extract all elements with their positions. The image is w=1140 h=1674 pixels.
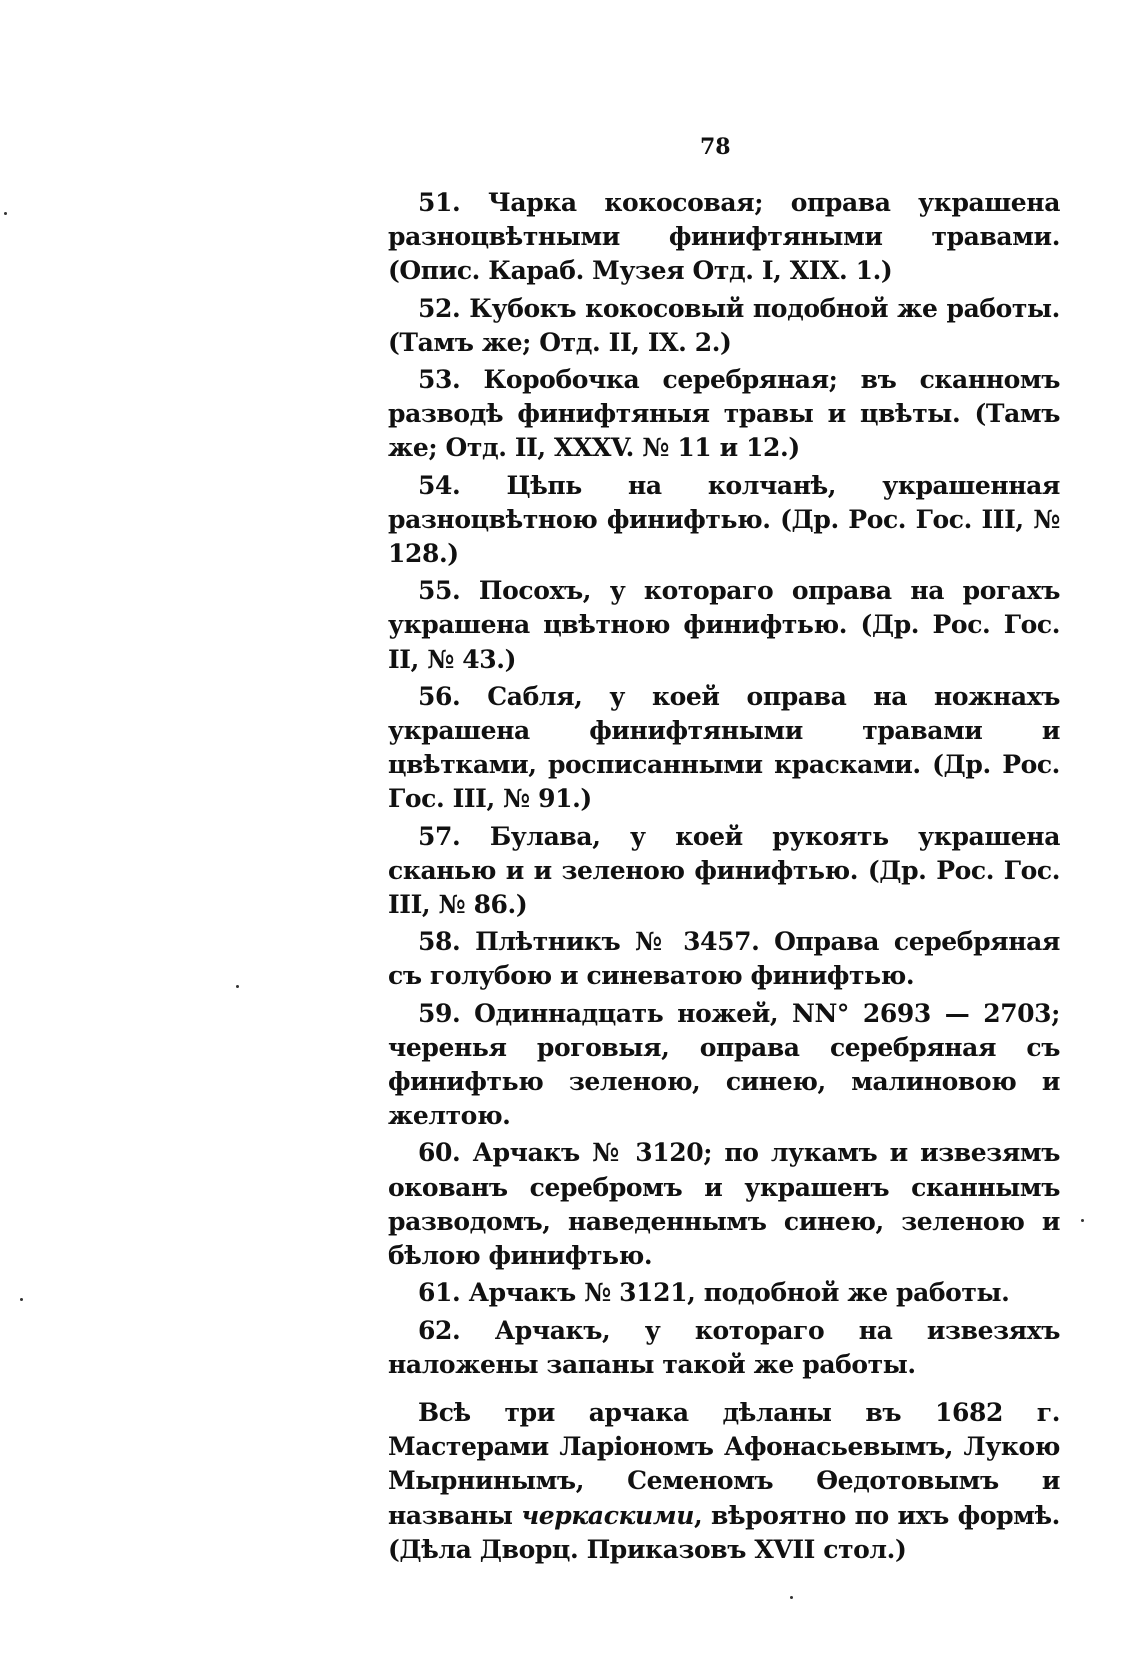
entry-number: 60. [418,1138,461,1168]
entry-60 [388,1136,1060,1273]
entry-number: 53. [418,365,461,395]
entry-text: Чарка кокосовая; оправа украшена разноцвѣтными финифтяными травами. (Опис. Караб. Музея Отд. I, XIX. 1.) [388,188,1060,286]
entry-text: Сабля, у коей оправа на ножнахъ украшена финифтяными травами и цвѣтками, росписанными красками. (Др. Рос. Гос. III, № 91.) [388,681,1060,814]
entry-text: Арчакъ № 3121, подобной же работы. [468,1278,1010,1308]
entry-text: Булава, у коей рукоять украшена сканью и и зеленою финифтью. (Др. Рос. Гос. III, № 86.) [388,821,1060,920]
scan-speck [1081,1219,1084,1222]
entry-number: 62. [418,1315,461,1345]
note-text: Всѣ три арчака дѣланы въ 1682 г. Мастерами Ларіономъ Афонасьевымъ, Лукою Мырнинымъ, Семеномъ Ѳедотовымъ и названы [388,1397,1060,1530]
entry-number: 52. [418,293,461,323]
entry-number: 59. [418,998,461,1028]
note-text-end: , вѣроятно по ихъ формѣ. (Дѣла Дворц. Приказовъ XVII стол.) [388,1500,1060,1564]
page-number: 78 [700,134,731,160]
entry-number: 61. [418,1278,461,1308]
scan-speck [20,1298,23,1301]
text-body [388,186,1060,1570]
entry-text: Одиннадцать ножей, NN° 2693 — 2703; черенья роговыя, оправа серебряная съ финифтью зеленою, синею, малиновою и желтою. [388,998,1061,1131]
entry-56 [388,680,1060,817]
entry-51 [388,186,1060,289]
entry-text: Арчакъ № 3120; по лукамъ и извезямъ окованъ серебромъ и украшенъ сканнымъ разводомъ, наведеннымъ синею, зеленою и бѣлою финифтью. [388,1138,1060,1271]
entry-57 [388,820,1060,923]
closing-note [388,1396,1060,1567]
entry-55 [388,574,1060,677]
entry-58 [388,925,1060,993]
entry-62 [388,1314,1060,1382]
entry-number: 51. [418,188,461,217]
entry-text: Арчакъ, у котораго на извезяхъ наложены запаны такой же работы. [388,1315,1060,1379]
entry-text: Цѣпь на колчанѣ, украшенная разноцвѣтною финифтью. (Др. Рос. Гос. III, № 128.) [388,470,1060,569]
entry-59 [388,997,1060,1134]
entry-text: Кубокъ кокосовый подобной же работы. (Тамъ же; Отд. II, IX. 2.) [388,293,1060,357]
entry-text: Плѣтникъ № 3457. Оправа серебряная съ голубою и синеватою финифтью. [388,927,1060,991]
scan-speck [4,212,7,215]
entry-number: 54. [418,470,461,500]
entry-text: Посохъ, у котораго оправа на рогахъ украшена цвѣтною финифтью. (Др. Рос. Гос. II, № 43.) [388,576,1061,674]
scan-speck [790,1596,793,1599]
entry-number: 57. [418,821,461,851]
entry-number: 58. [418,927,461,957]
entry-number: 55. [418,576,461,606]
entry-53 [388,363,1060,466]
entry-text: Коробочка серебряная; въ сканномъ разводѣ финифтяныя травы и цвѣты. (Тамъ же; Отд. II, XXXV. № 11 и 12.) [388,365,1061,463]
note-italic-term: черкаскими [521,1500,694,1530]
scan-speck [236,985,239,988]
entry-54 [388,469,1060,572]
entry-61 [388,1276,1060,1310]
entry-52 [388,292,1060,360]
entry-number: 56. [418,681,461,711]
